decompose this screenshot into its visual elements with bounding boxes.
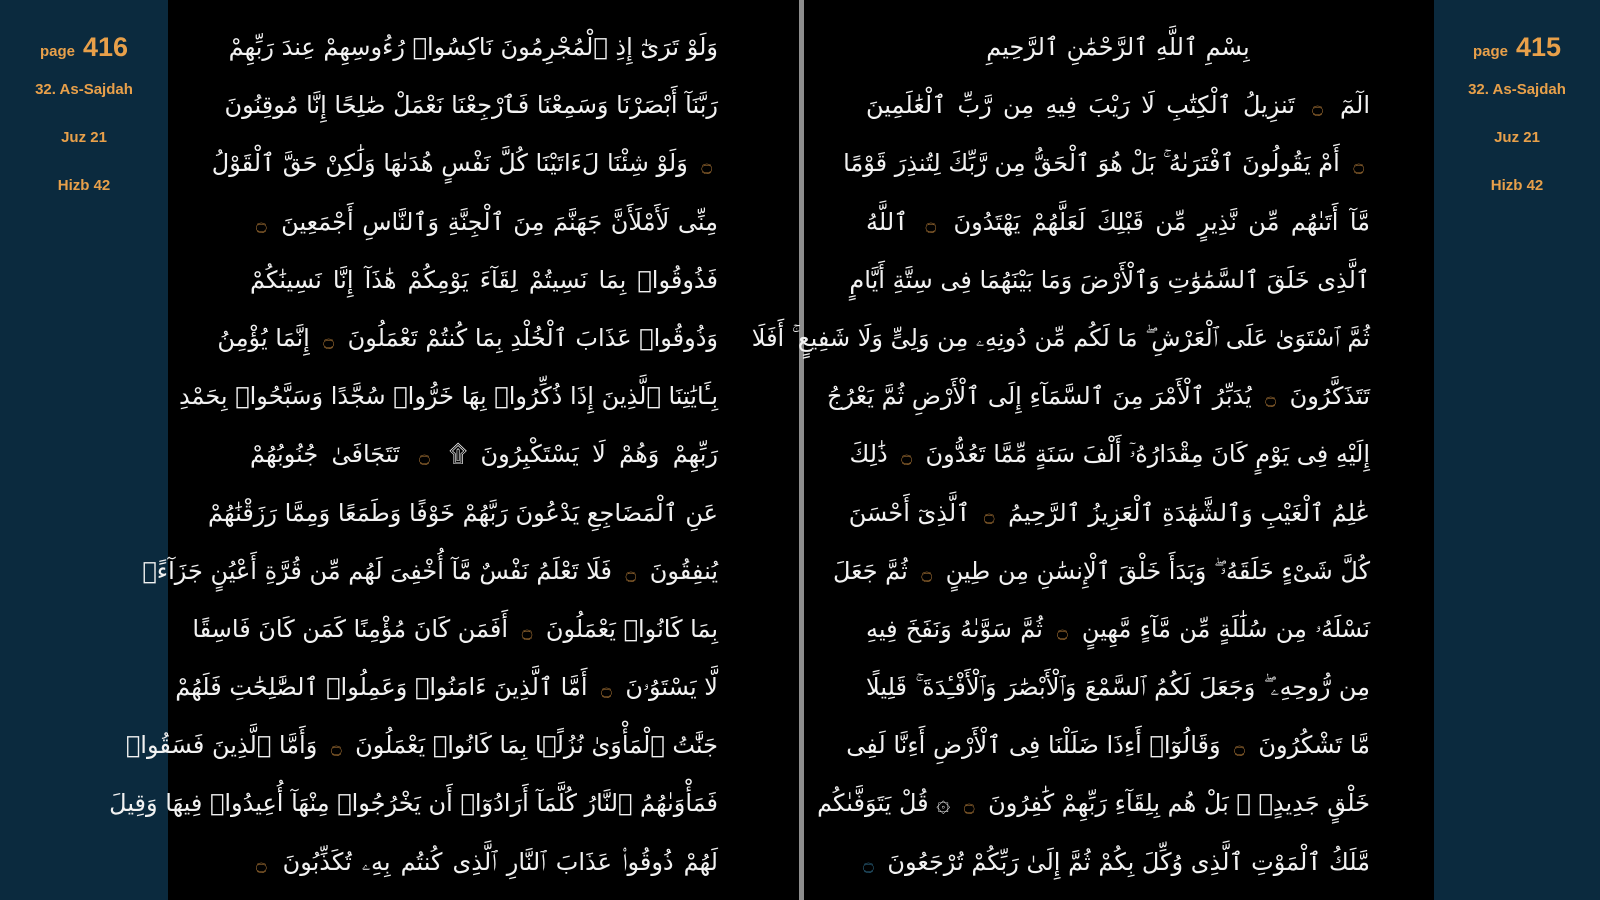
ayah-number-icon[interactable]: ۝ [521,620,533,642]
quran-text-line[interactable]: إِلَيْهِ فِى يَوْمٍ كَانَ مِقْدَارُهُۥٓ أَلْفَ سَنَةٍ مِّمَّا تَعُدُّونَ ۝ ذَٰلِكَ [866,425,1370,483]
quran-text-line[interactable]: بِمَا كَانُوا۟ يَعْمَلُونَ ۝ أَفَمَن كَانَ مُؤْمِنًا كَمَن كَانَ فَاسِقًا [250,600,718,658]
quran-page-416[interactable] [109,18,718,891]
right-info-panel [1434,0,1600,900]
ayah-number-icon[interactable]: ۝ [323,329,334,351]
quran-text-line[interactable]: يُنفِقُونَ ۝ فَلَا تَعْلَمُ نَفْسٌ مَّآ أُخْفِىَ لَهُم مِّن قُرَّةِ أَعْيُنٍ جَزَآءًۢ [250,542,718,600]
quran-text-line[interactable]: مِن رُّوحِهِۦ ۖ وَجَعَلَ لَكُمُ ٱلسَّمْعَ وَٱلْأَبْصَٰرَ وَٱلْأَفْـِٔدَةَ ۚ قَلِيلًا [866,673,1370,702]
page-number: 415 [1515,32,1562,62]
page-spine-divider [799,0,804,900]
surah-label: 32. As-Sajdah [35,81,133,98]
ayah-number-icon[interactable]: ۝ [601,679,612,701]
page-number: 416 [82,32,129,62]
quran-text-line[interactable]: فَذُوقُوا۟ بِمَا نَسِيتُمْ لِقَآءَ يَوْمِكُمْ هَٰذَآ إِنَّا نَسِينَٰكُمْ [250,265,718,294]
quran-text-line[interactable]: مَّلَكُ ٱلْمَوْتِ ٱلَّذِى وُكِّلَ بِكُمْ ثُمَّ إِلَىٰ رَبِّكُمْ تُرْجَعُونَ ۝ [866,833,1370,891]
quran-text-line[interactable]: بِـَٔايَٰتِنَا ٱلَّذِينَ إِذَا ذُكِّرُوا۟ بِهَا خَرُّوا۟ سُجَّدًا وَسَبَّحُوا۟ بِحَمْدِ [178,382,718,411]
quran-text-line[interactable]: لَهُمْ ذُوقُوا۟ عَذَابَ ٱلنَّارِ ٱلَّذِى كُنتُم بِهِۦ تُكَذِّبُونَ ۝ [250,833,718,891]
quran-text-line[interactable]: عَٰلِمُ ٱلْغَيْبِ وَٱلشَّهَٰدَةِ ٱلْعَزِيزُ ٱلرَّحِيمُ ۝ ٱلَّذِىٓ أَحْسَنَ [866,484,1370,542]
juz-label: Juz 21 [1494,129,1540,146]
quran-text-line[interactable]: ۝ أَمْ يَقُولُونَ ٱفْتَرَىٰهُ ۚ بَلْ هُوَ ٱلْحَقُّ مِن رَّبِّكَ لِتُنذِرَ قَوْمًا [866,134,1370,192]
quran-text-line[interactable]: جَنَّٰتُ ٱلْمَأْوَىٰ نُزُلًۢا بِمَا كَانُوا۟ يَعْمَلُونَ ۝ وَأَمَّا ٱلَّذِينَ فَسَقُوا۟ [250,716,718,774]
quran-text-line[interactable]: رَبِّهِمْ وَهُمْ لَا يَسْتَكْبِرُونَ ۩ ۝ تَتَجَافَىٰ جُنُوبُهُمْ [250,425,718,483]
quran-text-line[interactable]: ۝ وَلَوْ شِئْنَا لَءَاتَيْنَا كُلَّ نَفْسٍ هُدَىٰهَا وَلَٰكِنْ حَقَّ ٱلْقَوْلُ [250,134,718,192]
quran-text-line[interactable]: مَّا تَشْكُرُونَ ۝ وَقَالُوٓا۟ أَءِذَا ضَلَلْنَا فِى ٱلْأَرْضِ أَءِنَّا لَفِى [866,716,1370,774]
quran-text-line[interactable]: فَمَأْوَىٰهُمُ ٱلنَّارُ كُلَّمَآ أَرَادُوٓا۟ أَن يَخْرُجُوا۟ مِنْهَآ أُعِيدُوا۟ فِيهَا وَقِيلَ [109,789,718,818]
page-indicator [0,32,168,63]
quran-text-line[interactable]: نَسْلَهُۥ مِن سُلَٰلَةٍ مِّن مَّآءٍ مَّهِينٍ ۝ ثُمَّ سَوَّىٰهُ وَنَفَخَ فِيهِ [866,600,1370,658]
ayah-number-icon[interactable]: ۝ [963,795,975,817]
quran-text-line[interactable]: ثُمَّ ٱسْتَوَىٰ عَلَى ٱلْعَرْشِ ۖ مَا لَكُم مِّن دُونِهِۦ مِن وَلِىٍّ وَلَا شَفِيعٍ ۚ أَفَلَا [751,323,1370,352]
ayah-number-icon[interactable]: ۝ [1234,737,1245,759]
ayah-number-icon[interactable]: ۝ [701,155,712,177]
ayah-number-icon[interactable]: ۝ [330,737,342,759]
quran-text-line[interactable]: عَنِ ٱلْمَضَاجِعِ يَدْعُونَ رَبَّهُمْ خَوْفًا وَطَمَعًا وَمِمَّا رَزَقْنَٰهُمْ [208,498,718,527]
ayah-number-icon[interactable]: ۝ [925,213,937,235]
hizb-label: Hizb 42 [57,177,111,194]
ayah-number-icon[interactable]: ۝ [1353,155,1364,177]
hizb-label: Hizb 42 [1490,177,1544,194]
ayah-number-icon[interactable]: ۝ [901,446,912,468]
ayah-number-icon[interactable]: ۝ [625,562,637,584]
ayah-number-icon[interactable]: ۝ [983,504,995,526]
ayah-number-icon[interactable]: ۝ [256,853,267,875]
quran-text-line[interactable]: الٓمٓ ۝ تَنزِيلُ ٱلْكِتَٰبِ لَا رَيْبَ فِيهِ مِن رَّبِّ ٱلْعَٰلَمِينَ [866,76,1370,134]
page-indicator [1434,32,1600,63]
quran-text-line[interactable]: مَّآ أَتَىٰهُم مِّن نَّذِيرٍ مِّن قَبْلِكَ لَعَلَّهُمْ يَهْتَدُونَ ۝ ٱللَّهُ [866,193,1370,251]
quran-text-line[interactable]: وَذُوقُوا۟ عَذَابَ ٱلْخُلْدِ بِمَا كُنتُمْ تَعْمَلُونَ ۝ إِنَّمَا يُؤْمِنُ [250,309,718,367]
juz-label: Juz 21 [61,129,107,146]
ayah-number-icon[interactable]: ۝ [1312,97,1323,119]
ayah-number-icon[interactable]: ۝ [256,213,267,235]
surah-label: 32. As-Sajdah [1468,81,1566,98]
ayah-number-icon[interactable]: ۝ [419,446,430,468]
page-label: page [1472,43,1508,60]
ayah-number-icon[interactable]: ۝ [863,853,874,875]
quran-text-line[interactable]: لَّا يَسْتَوُۥنَ ۝ أَمَّا ٱلَّذِينَ ءَامَنُوا۟ وَعَمِلُوا۟ ٱلصَّٰلِحَٰتِ فَلَهُمْ [250,658,718,716]
quran-text-line[interactable]: خَلْقٍ جَدِيدٍۭ ۚ بَلْ هُم بِلِقَآءِ رَبِّهِمْ كَٰفِرُونَ ۝ ۞ قُلْ يَتَوَفَّىٰكُم [866,774,1370,832]
ayah-number-icon[interactable]: ۝ [1057,620,1068,642]
quran-text-line[interactable]: ٱلَّذِى خَلَقَ ٱلسَّمَٰوَٰتِ وَٱلْأَرْضَ وَمَا بَيْنَهُمَا فِى سِتَّةِ أَيَّامٍ [849,265,1370,294]
quran-text-line[interactable]: تَتَذَكَّرُونَ ۝ يُدَبِّرُ ٱلْأَمْرَ مِنَ ٱلسَّمَآءِ إِلَى ٱلْأَرْضِ ثُمَّ يَعْرُجُ [866,367,1370,425]
page-label: page [39,43,75,60]
ayah-number-icon[interactable]: ۝ [921,562,932,584]
quran-text-line[interactable]: رَبَّنَآ أَبْصَرْنَا وَسَمِعْنَا فَٱرْجِعْنَا نَعْمَلْ صَٰلِحًا إِنَّا مُوقِنُونَ [224,91,718,120]
ayah-number-icon[interactable]: ۝ [1265,388,1276,410]
quran-text-line[interactable]: مِنِّى لَأَمْلَأَنَّ جَهَنَّمَ مِنَ ٱلْجِنَّةِ وَٱلنَّاسِ أَجْمَعِينَ ۝ [250,193,718,251]
quran-text-line[interactable]: كُلَّ شَىْءٍ خَلَقَهُۥ ۖ وَبَدَأَ خَلْقَ ٱلْإِنسَٰنِ مِن طِينٍ ۝ ثُمَّ جَعَلَ [866,542,1370,600]
quran-text-line[interactable]: وَلَوْ تَرَىٰٓ إِذِ ٱلْمُجْرِمُونَ نَاكِسُوا۟ رُءُوسِهِمْ عِندَ رَبِّهِمْ [228,33,718,61]
basmala-line[interactable]: بِسْمِ ٱللَّهِ ٱلرَّحْمَٰنِ ٱلرَّحِيمِ [986,33,1250,61]
quran-page-415[interactable] [751,18,1370,891]
